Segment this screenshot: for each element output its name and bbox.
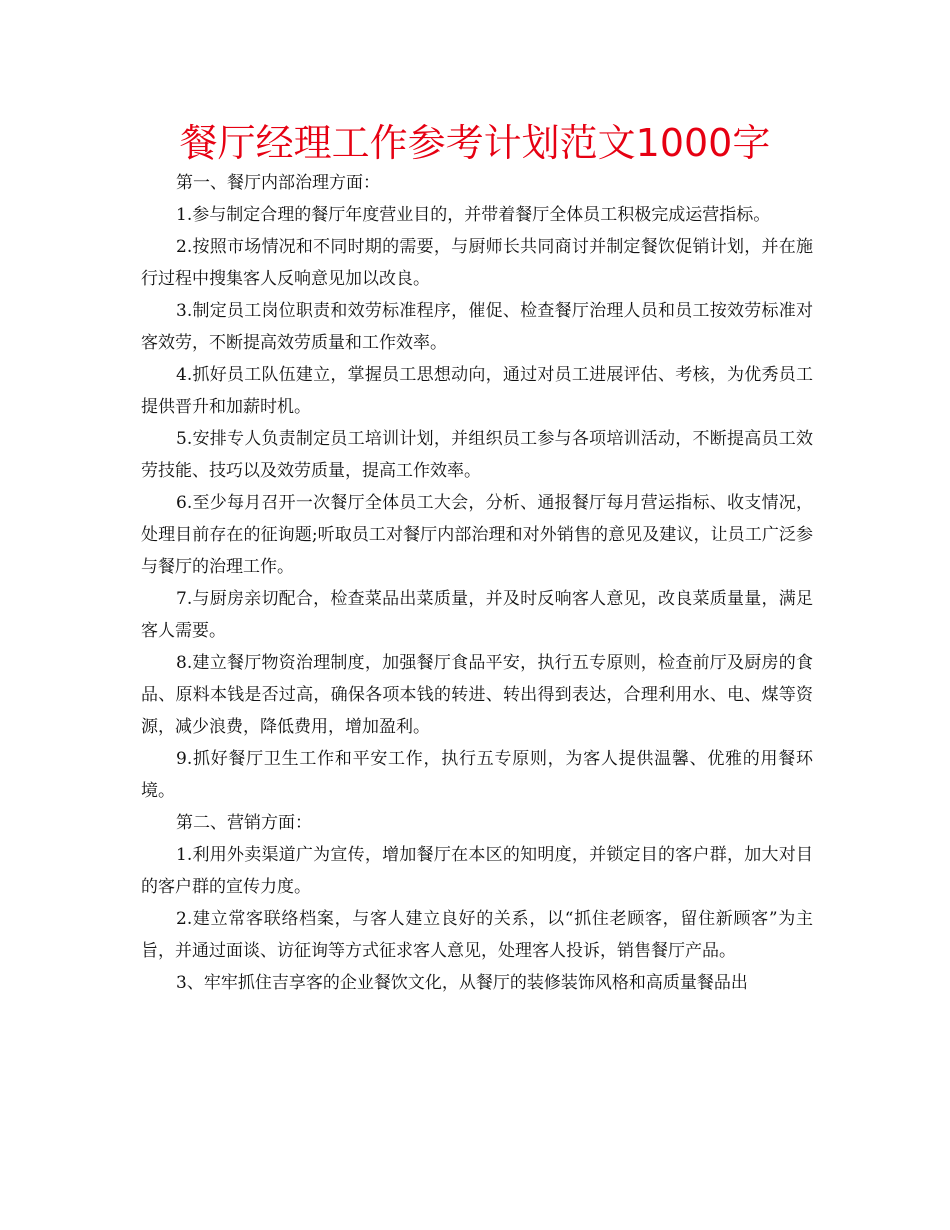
paragraph-item-5: 5.安排专人负责制定员工培训计划，并组织员工参与各项培训活动，不断提高员工效劳技能、技巧以及效劳质量，提高工作效率。	[141, 429, 813, 481]
paragraph-section-1-heading: 第一、餐厅内部治理方面：	[176, 173, 380, 193]
paragraph-item-1: 1.参与制定合理的餐厅年度营业目的，并带着餐厅全体员工积极完成运营指标。	[176, 205, 771, 225]
paragraph-item-4: 4.抓好员工队伍建立，掌握员工思想动向，通过对员工进展评估、考核，为优秀员工提供晋升和加薪时机。	[141, 365, 813, 417]
document-body	[141, 167, 813, 999]
paragraph-item-9: 9.抓好餐厅卫生工作和平安工作，执行五专原则，为客人提供温馨、优雅的用餐环境。	[141, 749, 813, 801]
paragraph-section-2-heading: 第二、营销方面：	[176, 813, 312, 833]
paragraph-marketing-3: 3、牢牢抓住吉享客的企业餐饮文化，从餐厅的装修装饰风格和高质量餐品出	[176, 973, 748, 993]
paragraph-item-7: 7.与厨房亲切配合，检查菜品出菜质量，并及时反响客人意见，改良菜质量量，满足客人需要。	[141, 589, 813, 641]
paragraph-item-8: 8.建立餐厅物资治理制度，加强餐厅食品平安，执行五专原则，检查前厅及厨房的食品、原料本钱是否过高，确保各项本钱的转进、转出得到表达，合理利用水、电、煤等资源，减少浪费，降低费用，增加盈利。	[141, 653, 813, 737]
paragraph-item-3: 3.制定员工岗位职责和效劳标准程序，催促、检查餐厅治理人员和员工按效劳标准对客效劳，不断提高效劳质量和工作效率。	[141, 301, 813, 353]
document-title: 餐厅经理工作参考计划范文1000字	[179, 121, 771, 165]
paragraph-item-6: 6.至少每月召开一次餐厅全体员工大会，分析、通报餐厅每月营运指标、收支情况，处理目前存在的征询题;听取员工对餐厅内部治理和对外销售的意见及建议，让员工广泛参与餐厅的治理工作。	[141, 493, 813, 577]
paragraph-marketing-2: 2.建立常客联络档案，与客人建立良好的关系，以“抓住老顾客，留住新顾客”为主旨，并通过面谈、访征询等方式征求客人意见，处理客人投诉，销售餐厅产品。	[141, 909, 813, 961]
paragraph-marketing-1: 1.利用外卖渠道广为宣传，增加餐厅在本区的知明度，并锁定目的客户群，加大对目的客户群的宣传力度。	[141, 845, 813, 897]
paragraph-item-2: 2.按照市场情况和不同时期的需要，与厨师长共同商讨并制定餐饮促销计划，并在施行过程中搜集客人反响意见加以改良。	[141, 237, 813, 289]
